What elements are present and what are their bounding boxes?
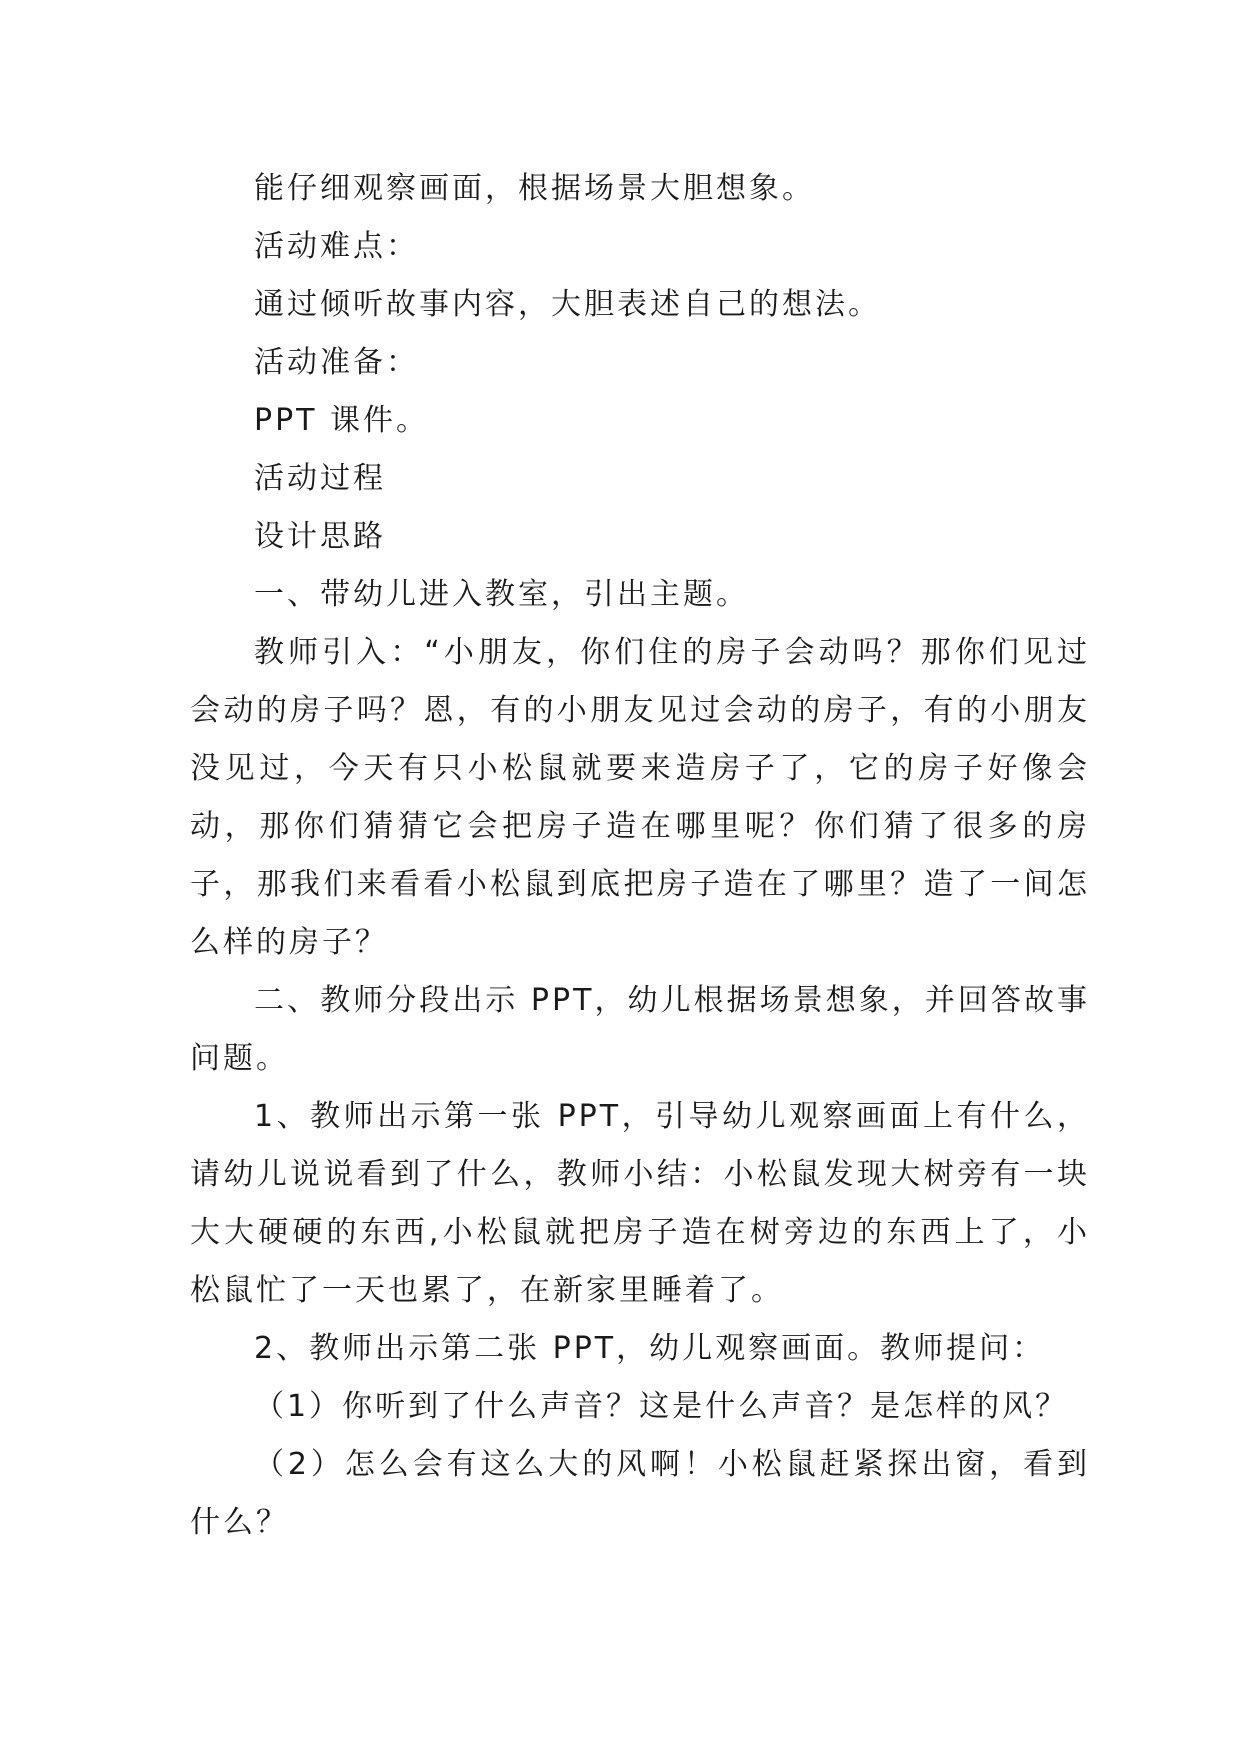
paragraph: （2）怎么会有这么大的风啊！小松鼠赶紧探出窗，看到什么？ (190, 1447, 1090, 1540)
paragraph: 1、教师出示第一张 PPT，引导幼儿观察画面上有什么，请幼儿说说看到了什么，教师小结：小松鼠发现大树旁有一块大大硬硬的东西,小松鼠就把房子造在树旁边的东西上了，小松鼠忙了一天也累了，在新家里睡着了。 (190, 1099, 1090, 1308)
paragraph: 活动难点： (254, 229, 419, 264)
paragraph: 2、教师出示第二张 PPT，幼儿观察画面。教师提问： (254, 1331, 1046, 1366)
paragraph: 设计思路 (254, 519, 386, 554)
document-body (190, 160, 1090, 1552)
paragraph: 通过倾听故事内容，大胆表述自己的想法。 (254, 287, 881, 322)
paragraph: 一、带幼儿进入教室，引出主题。 (254, 577, 749, 612)
paragraph: 二、教师分段出示 PPT，幼儿根据场景想象，并回答故事问题。 (190, 983, 1090, 1076)
paragraph: 活动过程 (254, 461, 386, 496)
paragraph: （1）你听到了什么声音？这是什么声音？是怎样的风？ (254, 1389, 1069, 1424)
paragraph: PPT 课件。 (254, 403, 430, 438)
paragraph: 教师引入：“小朋友，你们住的房子会动吗？那你们见过会动的房子吗？恩，有的小朋友见过会动的房子，有的小朋友没见过，今天有只小松鼠就要来造房子了，它的房子好像会动，那你们猜猜它会把房子造在哪里呢？你们猜了很多的房子，那我们来看看小松鼠到底把房子造在了哪里？造了一间怎么样的房子？ (190, 635, 1090, 960)
paragraph: 活动准备： (254, 345, 419, 380)
paragraph: 能仔细观察画面，根据场景大胆想象。 (254, 171, 815, 206)
